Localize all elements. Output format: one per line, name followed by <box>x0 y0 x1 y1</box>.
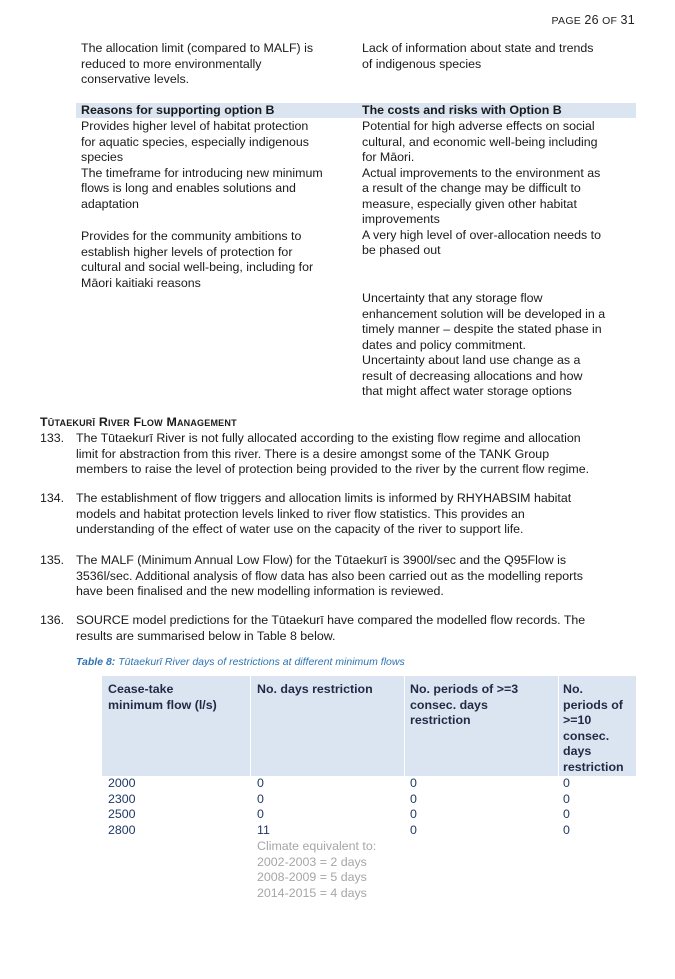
paragraph-text <box>76 491 635 538</box>
text-line: result of decreasing allocations and how <box>362 368 583 383</box>
table-cell: 0 <box>257 792 264 806</box>
option-table-header-left: Reasons for supporting option B <box>81 103 275 117</box>
table-header-cell: No. periods of >=10 consec. days restriction <box>563 682 624 774</box>
text-line: results are summarised below in Table 8 below. <box>76 628 336 643</box>
text-line: members to raise the level of protection being provided to the river by the current flow regime. <box>76 462 590 476</box>
section-title: Tūtaekurī River Flow Management <box>40 415 237 429</box>
option-table-left-b <box>81 229 351 291</box>
table-header-cell: No. days restriction <box>257 682 373 696</box>
text-line: cultural and social well-being, including for <box>81 260 314 274</box>
table-cell: 0 <box>257 807 264 821</box>
paragraph-text <box>76 553 635 600</box>
text-line: Lack of information about state and trends <box>362 41 594 55</box>
text-line: that might affect water storage options <box>362 384 572 398</box>
column-divider <box>404 676 405 776</box>
text-line: have been finalised and the new modelling information is reviewed. <box>76 584 444 598</box>
text-line: limit for abstraction from this river. There is a desire amongst some of the TANK Group <box>76 446 550 461</box>
text-line: The establishment of flow triggers and allocation limits is informed by RHYHABSIM habitat <box>76 491 572 505</box>
text-line: adaptation <box>81 196 139 211</box>
text-line: Provides higher level of habitat protection <box>81 119 309 133</box>
table-cell: 0 <box>410 823 417 837</box>
table-cell: 2800 <box>108 823 136 837</box>
text-line: The allocation limit (compared to MALF) is <box>81 41 314 55</box>
text-line: Māori kaitiaki reasons <box>81 275 201 290</box>
text-line: cultural, and economic well-being including <box>362 134 598 149</box>
top-row-left <box>81 41 351 88</box>
climate-note: Climate equivalent to: 2002-2003 = 2 days 2008-2009 = 5 days 2014-2015 = 4 days <box>257 839 377 900</box>
paragraph-text <box>76 431 635 478</box>
page-number: PAGE 26 OF 31 <box>551 13 635 27</box>
table-caption: Table 8: Tūtaekurī River days of restrictions at different minimum flows <box>76 656 405 668</box>
column-divider <box>558 676 559 776</box>
table-header-cell: Cease-take minimum flow (l/s) <box>108 682 217 712</box>
text-line: for aquatic species, especially indigenous <box>81 134 309 149</box>
option-table-right-a <box>362 119 632 259</box>
text-line: conservative levels. <box>81 72 190 86</box>
text-line: timely manner – despite the stated phase in <box>362 322 602 336</box>
option-table-right-b <box>362 291 632 400</box>
text-line: A very high level of over-allocation needs to <box>362 227 602 242</box>
option-table-header-right: The costs and risks with Option B <box>362 103 562 117</box>
paragraph-number: 134. <box>40 491 65 505</box>
text-line: understanding of the effect of water use on the capacity of the river to support life. <box>76 522 524 536</box>
text-line: for Māori. <box>362 150 415 164</box>
text-line: Provides for the community ambitions to <box>81 229 302 243</box>
text-line: Potential for high adverse effects on social <box>362 119 595 133</box>
text-line: be phased out <box>362 243 441 257</box>
table-cell: 0 <box>563 807 570 821</box>
text-line: The Tūtaekurī River is not fully allocated according to the existing flow regime and allocation <box>76 431 581 445</box>
text-line: flows is long and enables solutions and <box>81 181 296 195</box>
table-cell: 0 <box>257 776 264 790</box>
table-cell: 0 <box>410 807 417 821</box>
table-cell: 0 <box>563 792 570 806</box>
table-cell: 0 <box>410 792 417 806</box>
table-cell: 2500 <box>108 807 136 821</box>
table-cell: 2300 <box>108 792 136 806</box>
text-line: measure, especially given other habitat <box>362 196 577 211</box>
text-line: Uncertainty that any storage flow <box>362 291 543 305</box>
text-line: The timeframe for introducing new minimum <box>81 165 323 180</box>
paragraph-number: 133. <box>40 431 65 445</box>
table-cell: 2000 <box>108 776 136 790</box>
text-line: 3536l/sec. Additional analysis of flow data has also been carried out as the modelling reports <box>76 568 583 583</box>
table-header-cell: No. periods of >=3 consec. days restriction <box>410 682 519 727</box>
column-divider <box>250 676 251 776</box>
table-cell: 11 <box>257 823 270 837</box>
paragraph-134 <box>40 491 635 539</box>
text-line: reduced to more environmentally <box>81 56 262 71</box>
paragraph-135 <box>40 553 635 601</box>
table-cell: 0 <box>563 823 570 837</box>
text-line: establish higher levels of protection for <box>81 244 293 259</box>
text-line: improvements <box>362 212 440 226</box>
paragraph-number: 135. <box>40 553 65 567</box>
text-line: dates and policy commitment. <box>362 337 526 352</box>
top-row-right <box>362 41 632 72</box>
paragraph-136 <box>40 613 635 645</box>
text-line: species <box>81 150 124 164</box>
table-cell: 0 <box>410 776 417 790</box>
text-line: Actual improvements to the environment as <box>362 165 601 180</box>
text-line: of indigenous species <box>362 56 482 71</box>
text-line: a result of the change may be difficult to <box>362 181 581 195</box>
text-line: models and habitat protection levels linked to river flow statistics. This provides an <box>76 506 525 521</box>
text-line: The MALF (Minimum Annual Low Flow) for the Tūtaekurī is 3900l/sec and the Q95Flow is <box>76 553 567 567</box>
paragraph-133 <box>40 431 635 479</box>
text-line: Uncertainty about land use change as a <box>362 353 581 367</box>
text-line: SOURCE model predictions for the Tūtaekurī have compared the modelled flow records. The <box>76 613 586 627</box>
paragraph-number: 136. <box>40 613 65 627</box>
text-line: enhancement solution will be developed in a <box>362 306 606 321</box>
table-cell: 0 <box>563 776 570 790</box>
paragraph-text <box>76 613 635 644</box>
option-table-left-a <box>81 119 351 212</box>
